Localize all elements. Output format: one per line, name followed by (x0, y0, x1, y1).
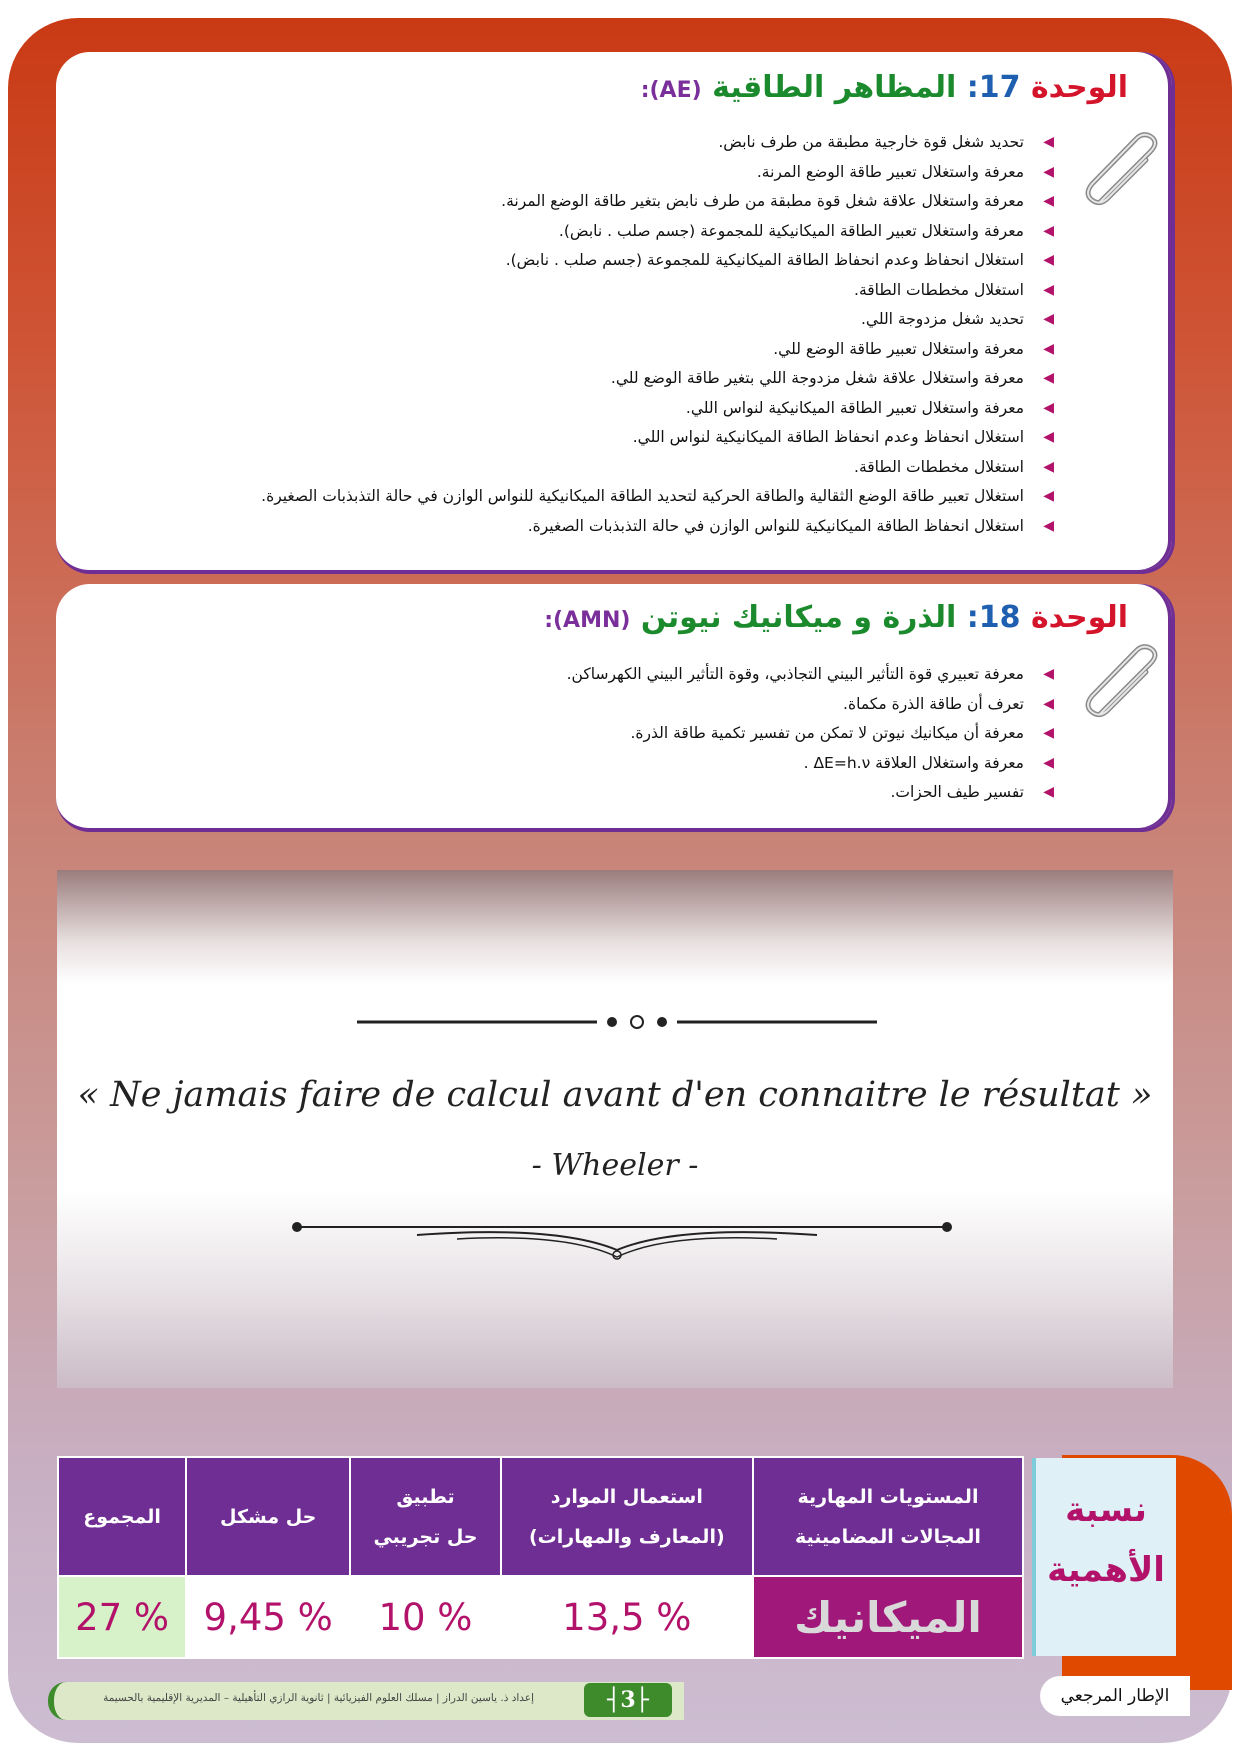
bullet-icon: ◀ (1043, 517, 1054, 534)
list-item: ◀ تحديد شغل قوة خارجية مطبقة من طرف نابض. (261, 128, 1054, 158)
unit-name: الذرة و ميكانيك نيوتن (640, 600, 957, 635)
list-item: ◀ استغلال مخططات الطاقة. (261, 276, 1054, 306)
cell-problem: 9,45 % (186, 1576, 350, 1658)
bullet-icon: ◀ (1043, 252, 1054, 268)
reference-label: الإطار المرجعي (1040, 1676, 1190, 1716)
skills-table (57, 1456, 1024, 1659)
unit-number: 17 (978, 70, 1021, 105)
paperclip-icon (1080, 644, 1170, 734)
header-experimental: تطبيق حل تجريبي (350, 1457, 500, 1576)
header-domains: المستويات المهارية المجالات المضامينية (753, 1457, 1023, 1576)
paperclip-icon (1080, 132, 1170, 222)
cell-domain: الميكانيك (753, 1576, 1023, 1658)
bullet-icon: ◀ (1043, 399, 1054, 416)
bullet-icon: ◀ (1043, 340, 1054, 357)
importance-box (1032, 1458, 1176, 1656)
importance-line2: الأهمية (1047, 1550, 1165, 1590)
list-item: ◀ استغلال انحفاظ الطاقة الميكانيكية للنواس الوازن في حالة التذبذبات الصغيرة. (261, 512, 1054, 542)
list-item: ◀ معرفة واستغلال تعبير الطاقة الميكانيكية للمجموعة (جسم صلب . نابض). (261, 217, 1054, 247)
unit-18-title (544, 600, 1128, 635)
bullet-icon: ◀ (1043, 429, 1054, 445)
cell-resources: 13,5 % (501, 1576, 753, 1658)
bullet-icon: ◀ (1043, 488, 1054, 504)
ornament-bottom-icon (57, 1215, 1173, 1265)
bullet-icon: ◀ (1043, 695, 1054, 712)
list-item: ◀ معرفة واستغلال تعبير الطاقة الميكانيكية لنواس اللي. (261, 394, 1054, 424)
quote-text: « Ne jamais faire de calcul avant d'en connaitre le résultat » (77, 1075, 1153, 1115)
page-number: ┤3├ (584, 1683, 672, 1717)
header-total: المجموع (58, 1457, 186, 1576)
cell-experimental: 10 % (350, 1576, 500, 1658)
unit-code: (AMN): (544, 608, 631, 633)
unit-code: (AE): (640, 78, 702, 103)
unit-word: الوحدة (1030, 70, 1128, 105)
bullet-icon: ◀ (1043, 281, 1054, 298)
skills-table-wrap (57, 1456, 1047, 1642)
list-item: ◀ استغلال انحفاظ وعدم انحفاظ الطاقة الميكانيكية للمجموعة (جسم صلب . نابض). (261, 246, 1054, 276)
unit-colon: : (966, 70, 979, 105)
list-item: ◀ استغلال تعبير طاقة الوضع الثقالية والطاقة الحركية لتحديد الطاقة الميكانيكية للنواس الوازن في حالة التذبذبات الصغيرة. (261, 482, 1054, 512)
list-item: ◀ معرفة واستغلال تعبير طاقة الوضع للي. (261, 335, 1054, 365)
unit-17-objectives (261, 128, 1054, 541)
list-item: ◀ تحديد شغل مزدوجة اللي. (261, 305, 1054, 335)
bullet-icon: ◀ (1043, 222, 1054, 239)
list-item: ◀ استغلال مخططات الطاقة. (261, 453, 1054, 483)
unit-18-objectives (567, 660, 1054, 808)
importance-line1: نسبة (1065, 1490, 1147, 1530)
list-item: ◀ معرفة واستغلال علاقة شغل مزدوجة اللي بتغير طاقة الوضع للي. (261, 364, 1054, 394)
bullet-icon: ◀ (1043, 163, 1054, 180)
unit-name: المظاهر الطاقية (712, 70, 957, 105)
bullet-icon: ◀ (1043, 311, 1054, 327)
bullet-icon: ◀ (1043, 370, 1054, 386)
unit-number: 18 (978, 600, 1021, 635)
header-problem: حل مشكل (186, 1457, 350, 1576)
list-item: ◀ تعرف أن طاقة الذرة مكماة. (567, 690, 1054, 720)
bullet-icon: ◀ (1043, 754, 1054, 771)
unit-17-card (56, 52, 1175, 574)
bullet-icon: ◀ (1043, 666, 1054, 682)
unit-word: الوحدة (1030, 600, 1128, 635)
bullet-icon: ◀ (1043, 193, 1054, 209)
bullet-icon: ◀ (1043, 784, 1054, 800)
list-item: ◀ معرفة واستغلال علاقة شغل قوة مطبقة من طرف نابض بتغير طاقة الوضع المرنة. (261, 187, 1054, 217)
list-item: ◀ معرفة واستغلال العلاقة ΔE=h.ν . (567, 749, 1054, 779)
list-item: ◀ معرفة تعبيري قوة التأثير البيني التجاذبي، وقوة التأثير البيني الكهرساكن. (567, 660, 1054, 690)
footer-credits: إعداد ذ. ياسين الدراز | مسلك العلوم الفيزيائية | ثانوية الرازي التأهيلية – المديرية الإقليمية بالحسيمة (103, 1692, 534, 1704)
quote-author: - Wheeler - (531, 1148, 699, 1183)
bullet-icon: ◀ (1043, 458, 1054, 475)
quote-panel (57, 870, 1173, 1388)
cell-total: 27 % (58, 1576, 186, 1658)
unit-colon: : (966, 600, 979, 635)
ornament-top-icon (57, 1010, 1173, 1034)
header-resources: استعمال الموارد (المعارف والمهارات) (501, 1457, 753, 1576)
list-item: ◀ استغلال انحفاظ وعدم انحفاظ الطاقة الميكانيكية لنواس اللي. (261, 423, 1054, 453)
list-item: ◀ تفسير طيف الحزات. (567, 778, 1054, 808)
list-item: ◀ معرفة أن ميكانيك نيوتن لا تمكن من تفسير تكمية طاقة الذرة. (567, 719, 1054, 749)
bullet-icon: ◀ (1043, 134, 1054, 150)
list-item: ◀ معرفة واستغلال تعبير طاقة الوضع المرنة. (261, 158, 1054, 188)
bullet-icon: ◀ (1043, 725, 1054, 741)
unit-17-title (641, 70, 1128, 105)
unit-18-card (56, 584, 1175, 832)
